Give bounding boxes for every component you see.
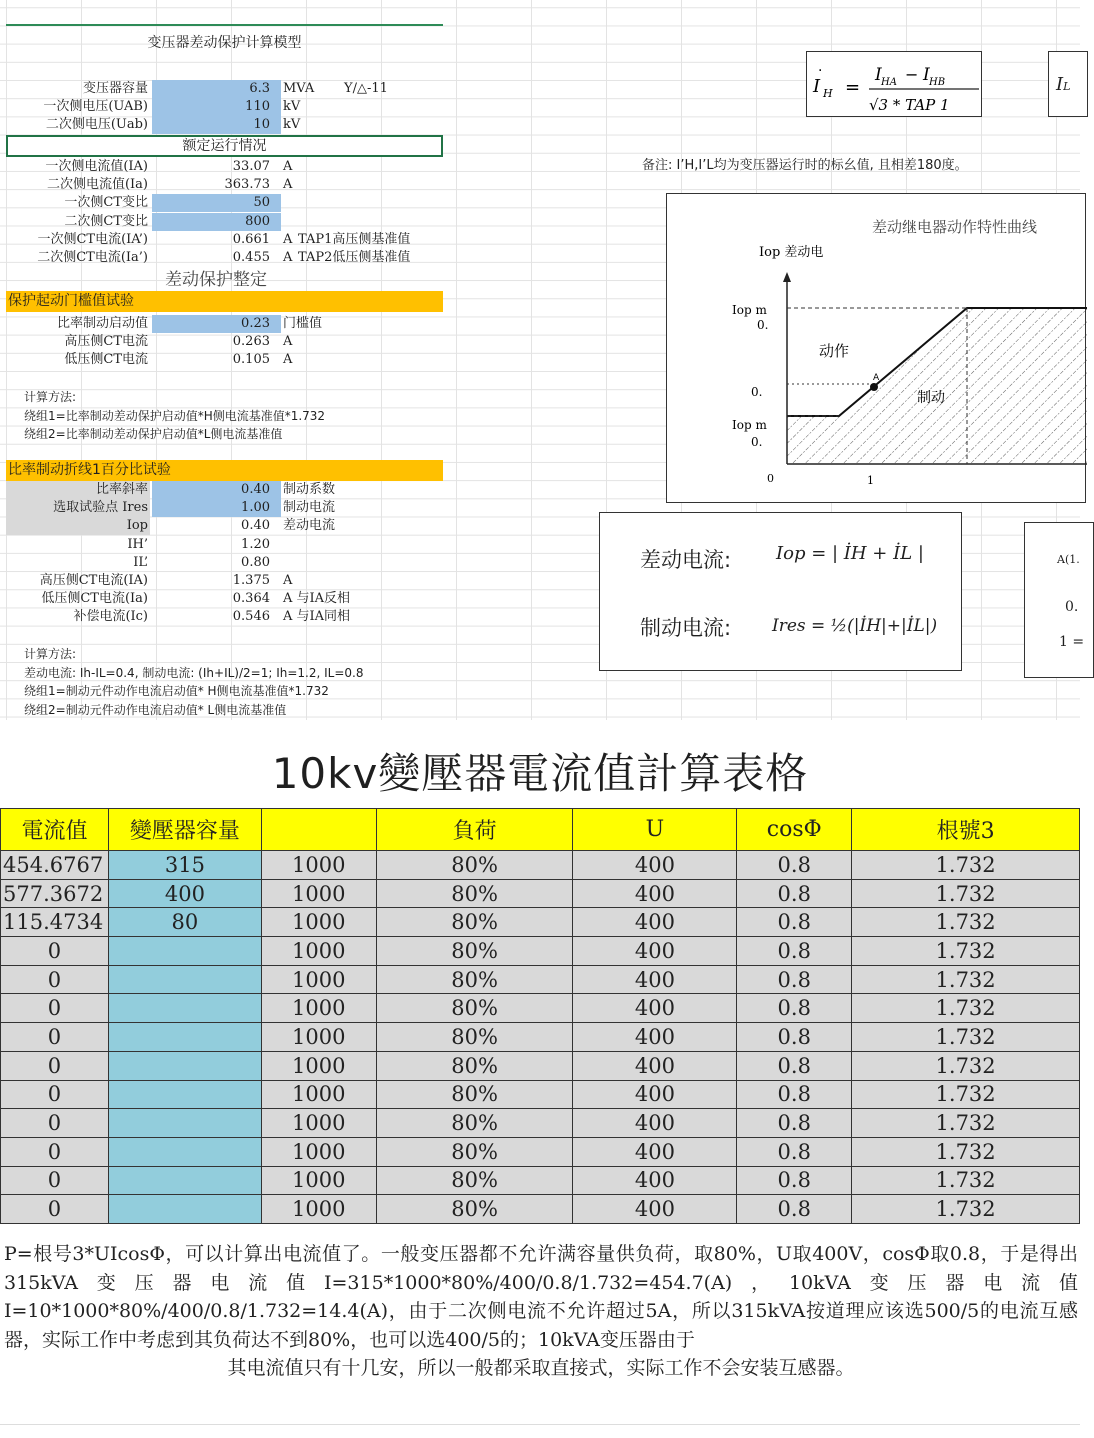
formula-box-il: [1048, 51, 1088, 117]
table-cell[interactable]: 1000: [261, 879, 376, 908]
row-unit: 制动电流: [283, 500, 336, 516]
row-label: 一次侧CT变比: [64, 195, 148, 211]
spreadsheet-area: [0, 0, 1085, 720]
table-cell[interactable]: [108, 1080, 261, 1109]
row-label: IL’: [133, 554, 148, 570]
table-cell[interactable]: 400: [573, 1051, 737, 1080]
table-cell[interactable]: 400: [573, 1023, 737, 1052]
formula-equals: =: [845, 77, 861, 98]
row-value: 50: [253, 195, 270, 211]
table-cell[interactable]: [108, 1137, 261, 1166]
table-cell[interactable]: 0: [1, 1080, 109, 1109]
formula-num-sub-a: HA: [881, 77, 897, 88]
row-unit: A: [283, 159, 293, 174]
table-cell[interactable]: 1.732: [852, 908, 1080, 937]
row-label: 变压器容量: [82, 81, 148, 96]
row-value: 800: [245, 213, 270, 229]
table-cell[interactable]: 400: [573, 1109, 737, 1138]
table-cell[interactable]: 0: [1, 1137, 109, 1166]
formula-minus: −: [905, 65, 919, 84]
table-cell[interactable]: 80%: [376, 1051, 573, 1080]
table-cell[interactable]: 400: [573, 1166, 737, 1195]
paragraph-last-line: 其电流值只有十几安，所以一般都采取直接式，实际工作不会安装互感器。: [227, 1357, 855, 1380]
table-cell[interactable]: 400: [573, 1080, 737, 1109]
table-cell[interactable]: 0.8: [737, 965, 852, 994]
table-cell[interactable]: 400: [573, 908, 737, 937]
table-cell[interactable]: 80: [108, 908, 261, 937]
table-row: [1, 851, 1080, 880]
explanation-paragraph: [4, 1240, 1078, 1383]
brake-region: [787, 308, 1087, 464]
table-cell[interactable]: 400: [573, 994, 737, 1023]
formula-dot-1: ·: [818, 63, 823, 79]
formula-ih-svg: [807, 52, 983, 118]
table-row: [1, 937, 1080, 966]
formula-lhs-sub: H: [823, 87, 833, 100]
table-cell[interactable]: [108, 1195, 261, 1224]
row-unit: 制动系数: [283, 482, 336, 497]
row-value: 0.364: [232, 591, 270, 607]
column-header: 電流值: [1, 809, 109, 851]
point-a-label: A: [873, 373, 880, 383]
table-cell[interactable]: 1000: [261, 1051, 376, 1080]
column-header: 負荷: [376, 809, 573, 851]
row-label: 低压侧CT电流: [64, 352, 148, 368]
table-row: [1, 965, 1080, 994]
table-cell[interactable]: 1000: [261, 937, 376, 966]
curve-box: [666, 193, 1086, 503]
table-row: [1, 1137, 1080, 1166]
table-cell[interactable]: 1000: [261, 965, 376, 994]
row-label: 二次侧CT变比: [64, 213, 148, 229]
table-cell[interactable]: 1000: [261, 1195, 376, 1224]
curve-ylabel: Iop 差动电: [759, 245, 824, 260]
table-cell[interactable]: 1.732: [852, 1023, 1080, 1052]
row-label: 选取试验点 Ires: [53, 500, 148, 516]
table-cell[interactable]: 315: [108, 851, 261, 880]
table-row: [1, 994, 1080, 1023]
table-cell[interactable]: 80%: [376, 994, 573, 1023]
row-value: 1.00: [241, 500, 270, 516]
row-value: 0.661: [232, 231, 270, 247]
table-cell[interactable]: 1000: [261, 1137, 376, 1166]
table-cell[interactable]: [108, 994, 261, 1023]
row-label: Iop: [126, 518, 148, 534]
method-line: 绕组2=比率制动差动保护启动值*L侧电流基准值: [24, 427, 283, 441]
table-row: [1, 1023, 1080, 1052]
table-cell[interactable]: 80%: [376, 1109, 573, 1138]
formula-il: IL: [1056, 74, 1071, 95]
tick-iop-min-val: 0.: [751, 435, 763, 449]
row-extra: TAP1高压侧基准值: [298, 231, 411, 247]
row-label: 高压侧CT电流(IA): [39, 573, 148, 588]
rated-header: 额定运行情况: [182, 138, 267, 154]
row-label: 低压侧CT电流(Ia): [41, 591, 148, 607]
table-cell[interactable]: 80%: [376, 1195, 573, 1224]
table-cell[interactable]: 0.8: [737, 879, 852, 908]
diff-current-formula: Iop = | İH + İL |: [776, 543, 924, 564]
table-cell[interactable]: 80%: [376, 879, 573, 908]
table-cell[interactable]: 1000: [261, 851, 376, 880]
table-cell[interactable]: 400: [573, 965, 737, 994]
table-cell[interactable]: 454.6767: [1, 851, 109, 880]
right-t2: 0.: [1065, 599, 1079, 615]
right-partial-box: [1024, 522, 1094, 678]
table-cell[interactable]: 0.8: [737, 1109, 852, 1138]
table-cell[interactable]: 0.8: [737, 937, 852, 966]
threshold-section: 保护起动门槛值试验: [6, 291, 443, 312]
row-unit: 差动电流: [283, 518, 336, 534]
row-label: 一次侧电压(UAB): [43, 99, 148, 115]
table-title: 10kv變壓器電流值計算表格: [271, 749, 809, 798]
row-unit: kV: [283, 117, 301, 133]
table-row: [1, 1166, 1080, 1195]
tick-x1: 1: [867, 474, 874, 487]
table-row: [1, 1051, 1080, 1080]
tick-iop-max: Iop m: [732, 303, 767, 317]
right-t1: A(1.: [1057, 553, 1080, 566]
formula-num-sub-b: HB: [929, 77, 946, 88]
table-cell[interactable]: 1000: [261, 1109, 376, 1138]
table-row: [1, 908, 1080, 937]
table-cell[interactable]: 0.8: [737, 908, 852, 937]
brake-current-label: 制动电流:: [640, 616, 732, 640]
method-line: 计算方法:: [24, 390, 77, 404]
row-value: 10: [253, 117, 270, 133]
row-unit: A: [283, 177, 293, 193]
table-cell[interactable]: 80%: [376, 1080, 573, 1109]
table-body: [1, 851, 1080, 1224]
current-table: [0, 808, 1080, 1224]
row-unit: A: [283, 352, 293, 368]
row-label: 一次侧CT电流(IA’): [37, 231, 148, 247]
curve-svg: [667, 194, 1087, 504]
diff-current-label: 差动电流:: [640, 548, 732, 572]
row-label: 一次侧电流值(IA): [45, 159, 148, 174]
curve-title: 差动继电器动作特性曲线: [872, 218, 1038, 236]
row-label: 比率制动启动值: [56, 316, 148, 331]
model-title: 变压器差动保护计算模型: [147, 35, 302, 51]
row-label: IH’: [127, 536, 148, 552]
row-extra: TAP2低压侧基准值: [298, 250, 411, 265]
table-cell[interactable]: 0: [1, 1023, 109, 1052]
table-cell[interactable]: 0: [1, 1051, 109, 1080]
formula-num: I: [875, 65, 882, 85]
table-row: [1, 1080, 1080, 1109]
region-brake: 制动: [917, 390, 945, 406]
row-label: 二次侧电压(Uab): [45, 117, 148, 133]
row-label: 二次侧CT电流(Ia’): [37, 250, 148, 265]
row-value: 0.455: [232, 250, 270, 265]
table-cell[interactable]: 0: [1, 1166, 109, 1195]
table-cell[interactable]: [108, 965, 261, 994]
row-value: 6.3: [249, 81, 270, 96]
row-value: 0.80: [241, 554, 270, 570]
method-line: 差动电流: Ih-IL=0.4, 制动电流: (Ih+IL)/2=1; Ih=1.2, IL=0.8: [24, 665, 364, 680]
method-line: 绕组1=制动元件动作电流启动值* H侧电流基准值*1.732: [24, 684, 329, 698]
table-cell[interactable]: [108, 937, 261, 966]
table-cell[interactable]: 0.8: [737, 1195, 852, 1224]
diff-header: 差动保护整定: [165, 270, 267, 290]
table-cell[interactable]: [108, 1051, 261, 1080]
region-act: 动作: [819, 342, 850, 360]
table-cell[interactable]: 0: [1, 965, 109, 994]
table-cell[interactable]: [108, 1023, 261, 1052]
table-cell[interactable]: 1.732: [852, 965, 1080, 994]
table-cell[interactable]: 1.732: [852, 937, 1080, 966]
row-value: 0.105: [232, 352, 270, 368]
row-unit: A: [283, 250, 293, 265]
table-cell[interactable]: 0.8: [737, 1166, 852, 1195]
table-cell[interactable]: 1.732: [852, 1166, 1080, 1195]
row-value: 0.263: [232, 334, 270, 350]
row-value: 0.546: [232, 609, 270, 625]
right-t3: 1 =: [1059, 634, 1085, 650]
table-cell[interactable]: 400: [573, 1137, 737, 1166]
row-unit: A: [283, 573, 293, 588]
table-row: [1, 879, 1080, 908]
table-cell[interactable]: 0.8: [737, 1051, 852, 1080]
row-unit: A: [283, 334, 293, 350]
table-cell[interactable]: 0.8: [737, 1023, 852, 1052]
table-cell[interactable]: 80%: [376, 965, 573, 994]
table-cell[interactable]: 400: [573, 937, 737, 966]
row-value: 1.20: [241, 536, 270, 552]
table-cell[interactable]: 0: [1, 994, 109, 1023]
table-cell[interactable]: 80%: [376, 937, 573, 966]
table-cell[interactable]: 80%: [376, 1023, 573, 1052]
table-cell[interactable]: 0.8: [737, 851, 852, 880]
table-row: [1, 1195, 1080, 1224]
row-value: 0.40: [241, 482, 270, 497]
method-line: 绕组2=制动元件动作电流启动值* L侧电流基准值: [24, 702, 287, 717]
row-extra: Y/△-11: [344, 81, 388, 96]
rated-header-cell[interactable]: [6, 135, 443, 157]
point-a: [870, 383, 878, 391]
row-unit: A 与IA反相: [283, 591, 351, 607]
table-cell[interactable]: 80%: [376, 908, 573, 937]
column-header: cosΦ: [737, 809, 852, 851]
table-cell[interactable]: 400: [108, 879, 261, 908]
method-line: 绕组1=比率制动差动保护启动值*H侧电流基准值*1.732: [24, 408, 326, 423]
table-cell[interactable]: 1000: [261, 1166, 376, 1195]
table-cell[interactable]: 1.732: [852, 851, 1080, 880]
table-cell[interactable]: 1000: [261, 1080, 376, 1109]
row-value: 0.23: [241, 316, 270, 331]
table-cell[interactable]: 0: [1, 937, 109, 966]
table-cell[interactable]: 80%: [376, 1137, 573, 1166]
table-cell[interactable]: 1.732: [852, 1109, 1080, 1138]
bottom-divider: [0, 1424, 1080, 1425]
formula-box-ih: [806, 51, 982, 117]
row-unit: 门槛值: [283, 316, 323, 331]
table-row: [1, 1109, 1080, 1138]
row-label: 补偿电流(Ic): [73, 609, 148, 625]
table-cell[interactable]: 0.8: [737, 1080, 852, 1109]
remark-text: 备注: I’H,I’L均为变压器运行时的标幺值, 且相差180度。: [642, 158, 968, 173]
row-unit: A 与IA同相: [283, 609, 351, 625]
y-axis-arrow: [783, 272, 791, 282]
column-header: [261, 809, 376, 851]
current-formula-box: [599, 512, 962, 671]
tick-iop-min: Iop m: [732, 418, 767, 432]
table-cell[interactable]: [108, 1109, 261, 1138]
row-unit: kV: [283, 99, 301, 115]
table-cell[interactable]: 1000: [261, 908, 376, 937]
row-label: 比率斜率: [95, 482, 148, 497]
row-label: 二次侧电流值(Ia): [46, 177, 148, 193]
table-cell[interactable]: 80%: [376, 851, 573, 880]
row-value: 33.07: [232, 159, 270, 174]
table-cell[interactable]: 0.8: [737, 994, 852, 1023]
method-line: 计算方法:: [24, 647, 77, 661]
row-unit: A: [283, 231, 293, 247]
tick-x0: 0: [767, 472, 774, 485]
formula-lhs: I: [813, 76, 821, 97]
brake-current-formula: Ires = ½(|İH|+|İL|): [772, 616, 938, 636]
table-cell[interactable]: 400: [573, 1195, 737, 1224]
ratio-section: 比率制动折线1百分比试验: [6, 460, 443, 481]
table-cell[interactable]: 1.732: [852, 879, 1080, 908]
row-value: 1.375: [232, 573, 270, 588]
formula-num-b: I: [923, 65, 930, 85]
row-value: 110: [245, 99, 270, 115]
table-cell[interactable]: 400: [573, 851, 737, 880]
table-cell[interactable]: [108, 1166, 261, 1195]
table-cell[interactable]: 0: [1, 1195, 109, 1224]
paragraph-text: P=根号3*UIcosΦ，可以计算出电流值了。一般变压器都不允许满容量供负荷，取80%，U取400V，cosΦ取0.8，于是得出315kVA变压器电流值I=315*1000*80%/400/0.8/1.732=454.7(A)，10kVA变压器电流值I=10*1000*80%/400/0.8/1.732=14.4(A)，由于二次侧电流不允许超过5A，所以315kVA按道理应该选500/5的电流互感器，实际工作中考虑到其负荷达不到80%，也可以选400/5的；10kVA变压器由于: [4, 1243, 1078, 1351]
table-cell[interactable]: 1.732: [852, 1195, 1080, 1224]
column-header: 變壓器容量: [108, 809, 261, 851]
table-cell[interactable]: 400: [573, 879, 737, 908]
table-cell[interactable]: 1000: [261, 1023, 376, 1052]
table-cell[interactable]: 1.732: [852, 994, 1080, 1023]
row-value: 363.73: [224, 177, 270, 193]
tick-mid: 0.: [751, 385, 763, 399]
table-cell[interactable]: 80%: [376, 1166, 573, 1195]
table-cell[interactable]: 0: [1, 1109, 109, 1138]
table-cell[interactable]: 1000: [261, 994, 376, 1023]
row-unit: MVA: [283, 81, 315, 96]
row-label: 高压侧CT电流: [64, 334, 148, 350]
table-header-row: [1, 809, 1080, 851]
table-cell[interactable]: 577.3672: [1, 879, 109, 908]
row-value: 0.40: [241, 518, 270, 534]
table-cell[interactable]: 1.732: [852, 1137, 1080, 1166]
tick-iop-max-val: 0.: [757, 318, 769, 332]
column-header: U: [573, 809, 737, 851]
formula-den: √3 * TAP 1: [869, 96, 950, 114]
table-cell[interactable]: 1.732: [852, 1051, 1080, 1080]
sheet-top-border: [6, 24, 443, 26]
table-cell[interactable]: 0.8: [737, 1137, 852, 1166]
table-cell[interactable]: 1.732: [852, 1080, 1080, 1109]
table-cell[interactable]: 115.4734: [1, 908, 109, 937]
column-header: 根號3: [852, 809, 1080, 851]
